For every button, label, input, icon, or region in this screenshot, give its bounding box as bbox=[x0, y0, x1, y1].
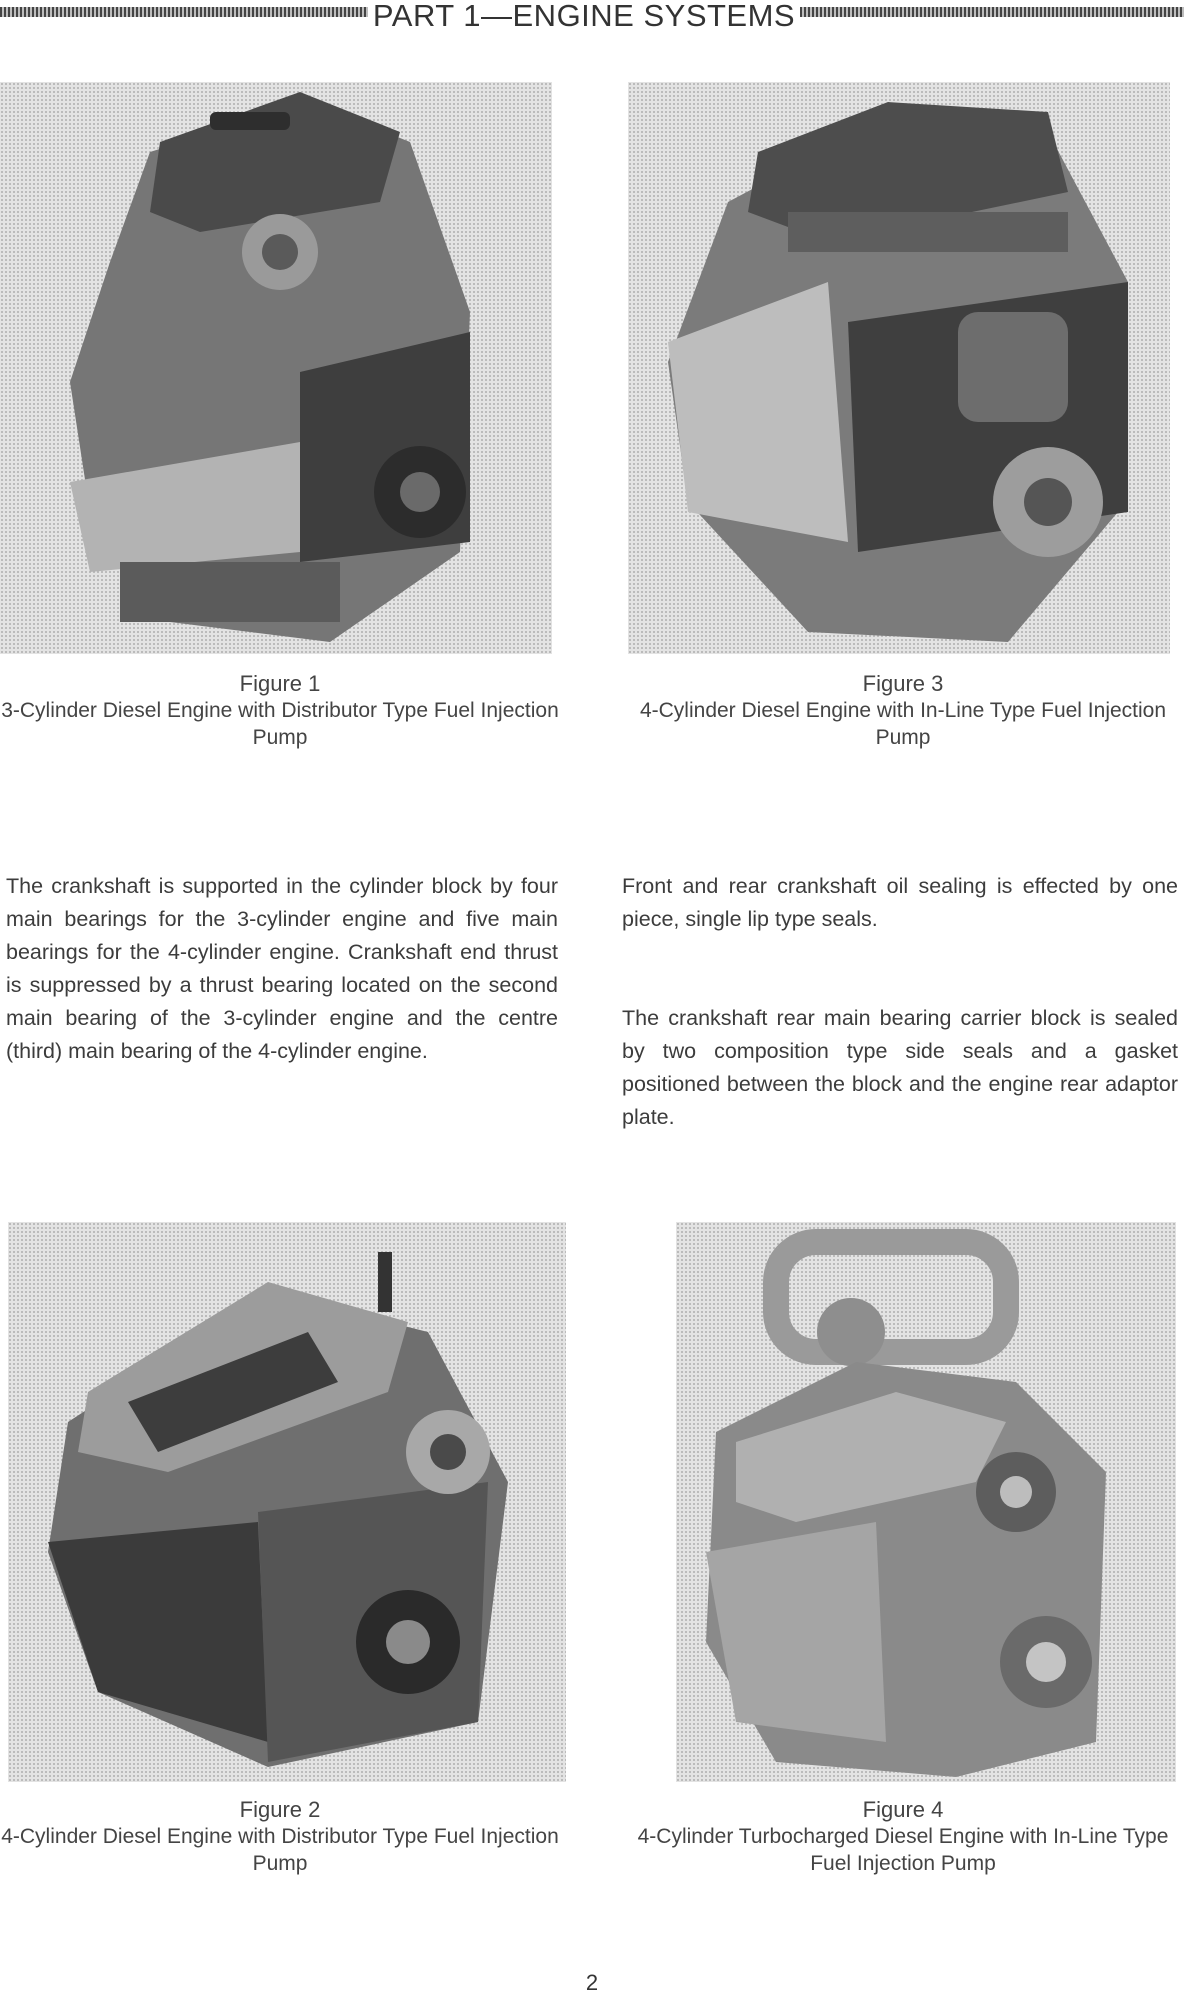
page-number: 2 bbox=[585, 1970, 599, 1995]
figure-2-caption bbox=[0, 1796, 560, 1877]
engine-4cyl-distributor-icon bbox=[8, 1222, 566, 1782]
figure-2-photo bbox=[8, 1222, 566, 1782]
figure-4-caption bbox=[622, 1796, 1184, 1877]
figure-1-label: Figure 1 bbox=[239, 671, 321, 696]
engine-4cyl-inline-icon bbox=[628, 82, 1170, 654]
engine-3cyl-icon bbox=[0, 82, 552, 654]
figure-4-caption-text: 4-Cylinder Turbocharged Diesel Engine with In-Line Type Fuel Injection Pump bbox=[637, 1825, 1169, 1875]
text-left-column: The crankshaft is supported in the cylinder block by four main bearings for the 3-cylinder engine and five main bearings for the 4-cylinder engine. Crankshaft end thrust is suppressed by a thrust bearing located on the second main bearing of the 3-cylinder engine and the centre (third) main bearing of the 4-cylinder engine. bbox=[6, 874, 558, 1063]
figure-3-caption bbox=[622, 670, 1184, 751]
header-rule-left bbox=[0, 7, 368, 17]
page-title: PART 1—ENGINE SYSTEMS bbox=[372, 0, 796, 33]
header-rule-right bbox=[800, 7, 1184, 17]
figure-3-photo bbox=[628, 82, 1170, 654]
figure-2-caption-text: 4-Cylinder Diesel Engine with Distributor Type Fuel Injection Pump bbox=[1, 1825, 559, 1875]
figure-3-label: Figure 3 bbox=[862, 671, 944, 696]
text-right-paragraph-1: Front and rear crankshaft oil sealing is effected by one piece, single lip type seals. bbox=[622, 874, 1178, 931]
figure-3-caption-text: 4-Cylinder Diesel Engine with In-Line Type Fuel Injection Pump bbox=[639, 699, 1167, 749]
page-header bbox=[0, 0, 1184, 34]
figure-1-caption-text: 3-Cylinder Diesel Engine with Distributor Type Fuel Injection Pump bbox=[1, 699, 559, 749]
figure-1-photo bbox=[0, 82, 552, 654]
figure-2-label: Figure 2 bbox=[239, 1797, 321, 1822]
engine-4cyl-turbo-icon bbox=[676, 1222, 1176, 1782]
figure-4-label: Figure 4 bbox=[862, 1797, 944, 1822]
figure-4-photo bbox=[676, 1222, 1176, 1782]
text-right-paragraph-2: The crankshaft rear main bearing carrier block is sealed by two composition type side seals and a gasket positioned between the block and the engine rear adaptor plate. bbox=[622, 1006, 1178, 1129]
figure-1-caption bbox=[0, 670, 560, 751]
